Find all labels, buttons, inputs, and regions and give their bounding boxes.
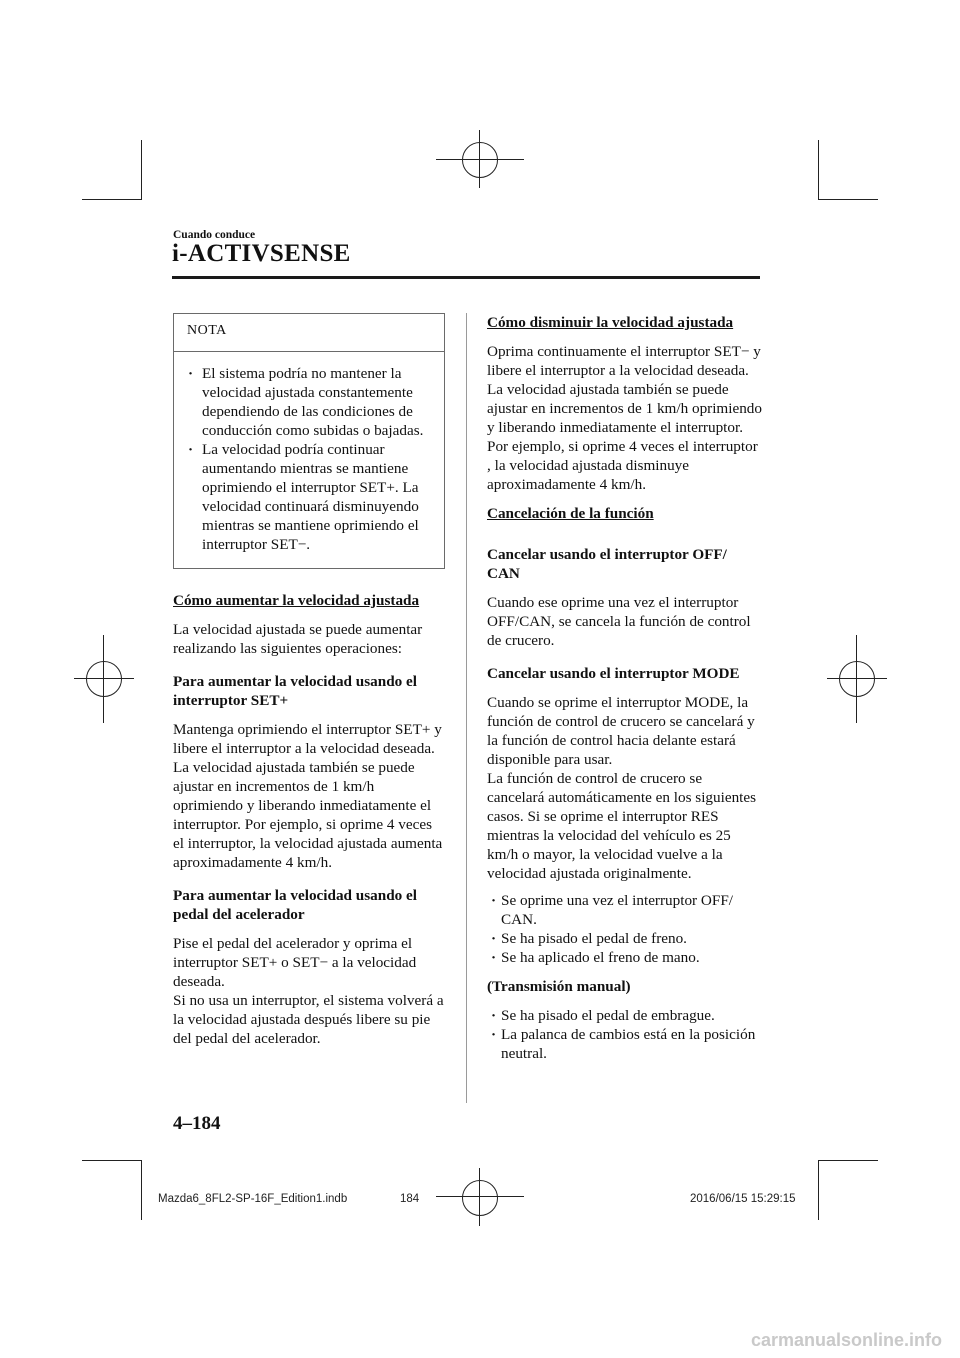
note-item: · La velocidad podría continuar aumentando mientras se mantiene oprimiendo el interruptor SET+. La velocidad continuará disminuyendo mientras se mantiene oprimiendo el interruptor SET−. xyxy=(186,440,434,554)
note-list xyxy=(174,364,444,554)
subheading-cancel-offcan: Cancelar usando el interruptor OFF/ CAN xyxy=(487,546,727,582)
subheading-set-plus: Para aumentar la velocidad usando el interruptor SET+ xyxy=(173,673,417,709)
registration-mark-left-h xyxy=(74,678,134,679)
note-box xyxy=(173,313,445,569)
paragraph: Cuando ese oprime una vez el interruptor OFF/CAN, se cancela la función de control de crucero. xyxy=(487,594,751,649)
crop-mark-bl-h xyxy=(82,1160,142,1161)
heading-decrease-speed: Cómo disminuir la velocidad ajustada xyxy=(487,314,734,331)
crop-mark-br-h xyxy=(818,1160,878,1161)
watermark: carmanualsonline.info xyxy=(750,1330,942,1350)
manual-cases-list xyxy=(487,1006,763,1063)
left-column xyxy=(173,313,445,1048)
footer-page: 184 xyxy=(400,1193,420,1205)
note-title: NOTA xyxy=(187,323,227,338)
page-number: 4–184 xyxy=(173,1113,221,1134)
right-column xyxy=(487,313,763,1063)
footer-timestamp: 2016/06/15 15:29:15 xyxy=(690,1193,796,1205)
paragraph: Si no usa un interruptor, el sistema volverá a la velocidad ajustada después libere su pie del pedal del acelerador. xyxy=(173,992,444,1047)
crop-mark-tr-v xyxy=(818,140,819,200)
paragraph: La velocidad ajustada también se puede ajustar en incrementos de 1 km/h oprimiendo y liberando inmediatamente el interruptor. Por ejemplo, si oprime 4 veces el interruptor, la velocidad ajustada aumenta aproximadamente 4 km/h. xyxy=(173,759,443,871)
list-item: · Se ha pisado el pedal de freno. xyxy=(491,929,763,948)
paragraph: La velocidad ajustada también se puede ajustar en incrementos de 1 km/h oprimiendo y liberando inmediatamente el interruptor. Por ejemplo, si oprime 4 veces el interruptor , la velocidad ajustada disminuye aproximadamente 4 km/h. xyxy=(487,381,762,493)
registration-mark-top-h xyxy=(436,159,524,160)
crop-mark-tl-h xyxy=(82,199,142,200)
subheading-manual-transmission: (Transmisión manual) xyxy=(487,978,631,995)
paragraph: Oprima continuamente el interruptor SET− y libere el interruptor a la velocidad deseada. xyxy=(487,343,761,379)
footer-file: Mazda6_8FL2-SP-16F_Edition1.indb xyxy=(158,1193,348,1205)
note-divider xyxy=(174,351,444,352)
header-rule xyxy=(172,276,760,279)
list-item: · La palanca de cambios está en la posición neutral. xyxy=(491,1025,763,1063)
column-divider xyxy=(466,313,467,1103)
subheading-cancel-mode: Cancelar usando el interruptor MODE xyxy=(487,665,740,682)
registration-mark-right-h xyxy=(827,678,887,679)
subheading-accelerator: Para aumentar la velocidad usando el pedal del acelerador xyxy=(173,887,417,923)
list-item: · Se ha pisado el pedal de embrague. xyxy=(491,1006,763,1025)
cancel-cases-list xyxy=(487,891,763,967)
crop-mark-tl-v xyxy=(141,140,142,200)
list-item: · Se oprime una vez el interruptor OFF/ CAN. xyxy=(491,891,763,929)
crop-mark-br-v xyxy=(818,1160,819,1220)
heading-cancel-function: Cancelación de la función xyxy=(487,505,654,522)
paragraph: Pise el pedal del acelerador y oprima el interruptor SET+ o SET− a la velocidad deseada. xyxy=(173,935,417,990)
list-item: · Se ha aplicado el freno de mano. xyxy=(491,948,763,967)
crop-mark-bl-v xyxy=(141,1160,142,1220)
paragraph: Mantenga oprimiendo el interruptor SET+ y libere el interruptor a la velocidad deseada. xyxy=(173,721,442,757)
paragraph: La velocidad ajustada se puede aumentar realizando las siguientes operaciones: xyxy=(173,621,423,657)
paragraph: La función de control de crucero se cancelará automáticamente en los siguientes casos. Si se oprime el interruptor RES mientras la velocidad del vehículo es 25 km/h o mayor, la velocidad vuelve a la velocidad ajustada originalmente. xyxy=(487,770,757,882)
heading-increase-speed: Cómo aumentar la velocidad ajustada xyxy=(173,592,420,609)
section-label: Cuando conduce xyxy=(173,229,256,241)
registration-mark-bottom-h xyxy=(436,1196,524,1197)
chapter-title: i-ACTIVSENSE xyxy=(172,240,351,267)
note-item: · El sistema podría no mantener la velocidad ajustada constantemente dependiendo de las condiciones de conducción como subidas o bajadas. xyxy=(186,364,434,440)
crop-mark-tr-h xyxy=(818,199,878,200)
paragraph: Cuando se oprime el interruptor MODE, la función de control de crucero se cancelará y la función de control hacia delante estará disponible para usar. xyxy=(487,694,755,768)
